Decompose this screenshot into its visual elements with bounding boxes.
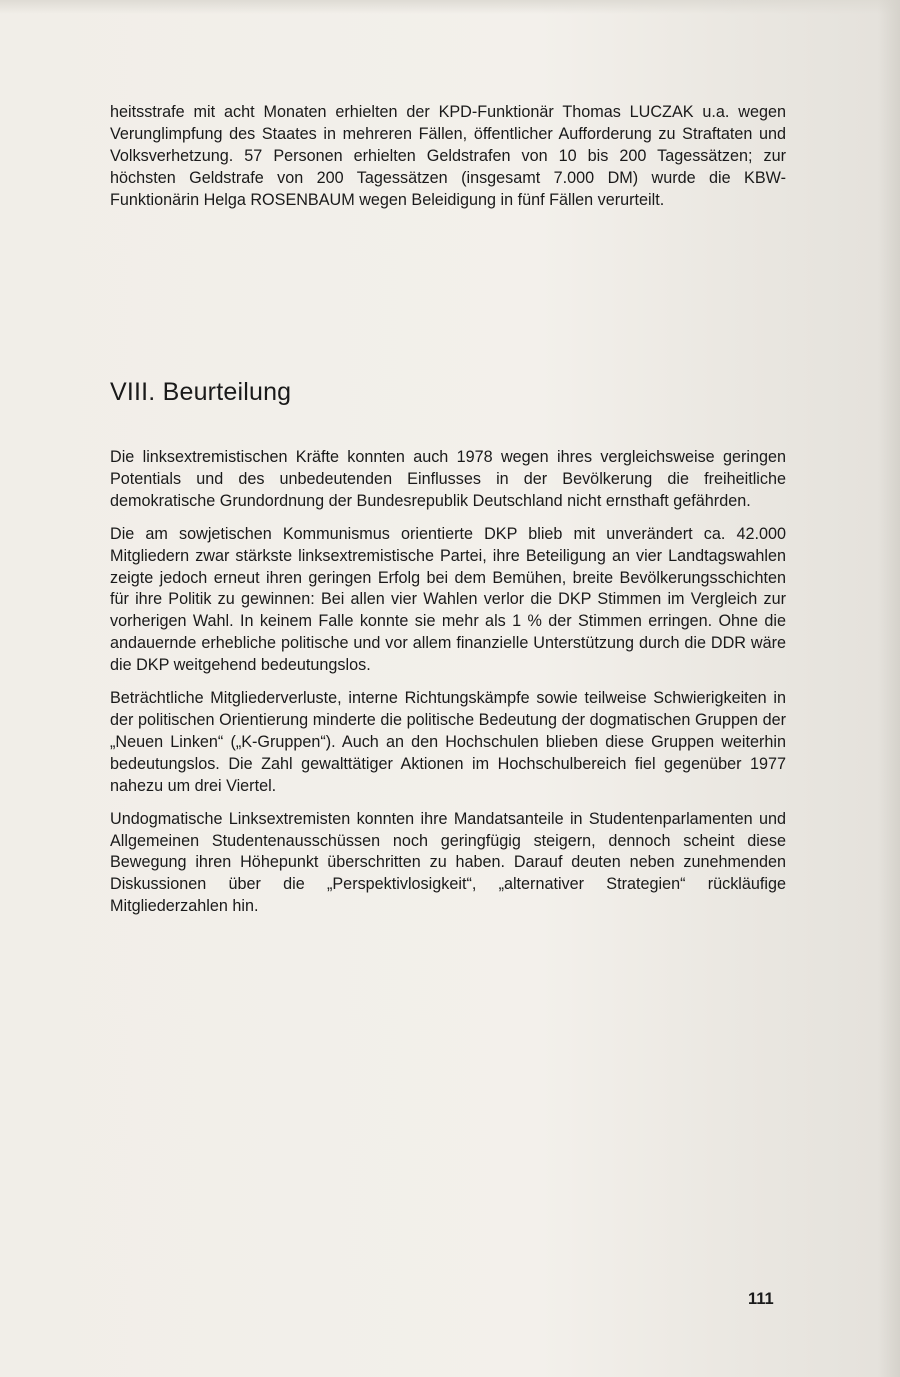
- section-body: [110, 447, 786, 918]
- paragraph-dkp: Die am sowjetischen Kommunismus orientierte DKP blieb mit unverändert ca. 42.000 Mitgliedern zwar stärkste linksextremistische Partei, ihre Beteiligung an vier Landtagswahlen zeigte jedoch erneut ihren geringen Erfolg bei dem Bemühen, breite Bevölkerungsschichten für ihre Politik zu gewinnen: Bei allen vier Wahlen verlor die DKP Stimmen im Vergleich zur vorherigen Wahl. In keinem Falle konnte sie mehr als 1 % der Stimmen erringen. Ohne die andauernde erhebliche politische und vor allem finanzielle Unterstützung durch die DDR wäre die DKP weitgehend bedeutungslos.: [110, 524, 786, 675]
- section-heading: VIII. Beurteilung: [110, 378, 292, 406]
- paragraph-assessment: Die linksextremistischen Kräfte konnten auch 1978 wegen ihres vergleichsweise geringen Potentials und des unbedeutenden Einflusses in der Bevölkerung die freiheitliche demokratische Grundordnung der Bundesrepublik Deutschland nicht ernsthaft gefährden.: [110, 448, 786, 510]
- intro-paragraph: heitsstrafe mit acht Monaten erhielten der KPD-Funktionär Thomas LUCZAK u.a. wegen Verunglimpfung des Staates in mehreren Fällen, öffentlicher Aufforderung zu Straftaten und Volksverhetzung. 57 Personen erhielten Geldstrafen von 10 bis 200 Tagessätzen; zur höchsten Geldstrafe von 200 Tagessätzen (insgesamt 7.000 DM) wurde die KBW-Funktionärin Helga ROSENBAUM wegen Beleidigung in fünf Fällen verurteilt.: [110, 103, 786, 209]
- paragraph-undogmatic: Undogmatische Linksextremisten konnten ihre Mandatsanteile in Studentenparlamenten und Allgemeinen Studentenausschüssen noch geringfügig steigern, dennoch scheint diese Bewegung ihren Höhepunkt überschritten zu haben. Darauf deuten neben zunehmenden Diskussionen über die „Perspektivlosigkeit“, „alternativer Strategien“ rückläufige Mitgliederzahlen hin.: [110, 809, 786, 916]
- paragraph-k-groups: Beträchtliche Mitgliederverluste, interne Richtungskämpfe sowie teilweise Schwierigkeiten in der politischen Orientierung minderte die politische Bedeutung der dogmatischen Gruppen der „Neuen Linken“ („K-Gruppen“). Auch an den Hochschulen blieben diese Gruppen weiterhin bedeutungslos. Die Zahl gewalttätiger Aktionen im Hochschulbereich fiel gegenüber 1977 nahezu um drei Viertel.: [110, 689, 786, 795]
- page-right-shadow: [878, 0, 900, 1377]
- page-number: 111: [748, 1290, 774, 1308]
- page-top-edge: [0, 0, 900, 14]
- intro-block: [110, 102, 786, 212]
